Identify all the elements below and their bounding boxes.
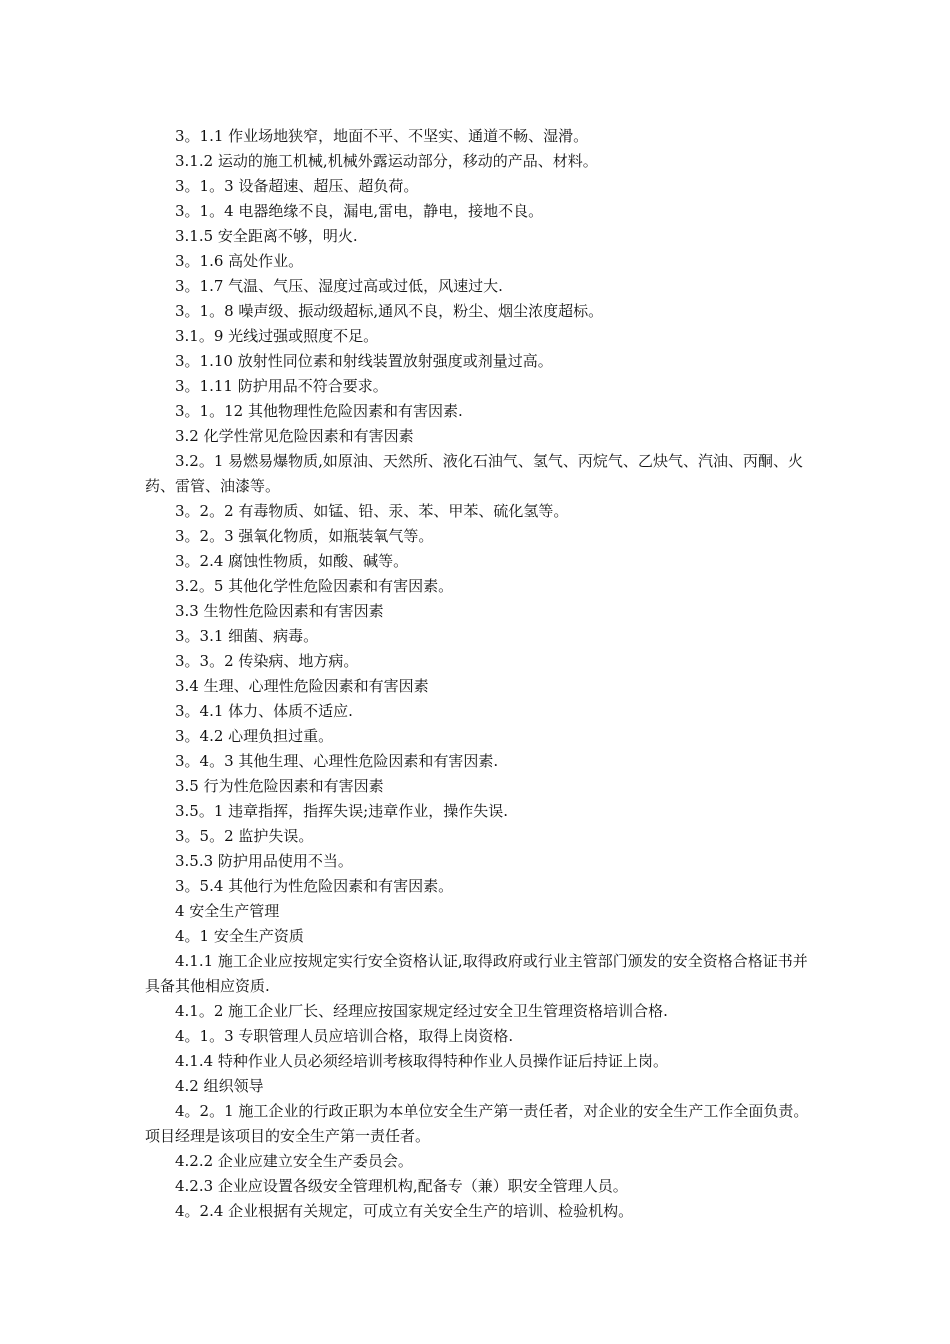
paragraph-3-5-2: 3。5。2 监护失误。	[175, 827, 314, 845]
paragraph-4-1-3: 4。1。3 专职管理人员应培训合格，取得上岗资格.	[175, 1027, 514, 1045]
paragraph-4-2-3: 4.2.3 企业应设置各级安全管理机构,配备专（兼）职安全管理人员。	[175, 1177, 628, 1195]
paragraph-3-2-1: 3.2。1 易燃易爆物质,如原油、天然所、液化石油气、氢气、丙烷气、乙炔气、汽油、丙酮、火药、雷管、油漆等。	[145, 452, 803, 495]
paragraph-4-2-1: 4。2。1 施工企业的行政正职为本单位安全生产第一责任者，对企业的安全生产工作全面负责。项目经理是该项目的安全生产第一责任者。	[145, 1102, 809, 1145]
paragraph-3-3-1: 3。3.1 细菌、病毒。	[175, 627, 319, 645]
paragraph-3-1-11: 3。1.11 防护用品不符合要求。	[175, 377, 388, 395]
paragraph-3-4-2: 3。4.2 心理负担过重。	[175, 727, 334, 745]
paragraph-3-2-4: 3。2.4 腐蚀性物质，如酸、碱等。	[175, 552, 409, 570]
paragraph-3-1-12: 3。1。12 其他物理性危险因素和有害因素.	[175, 402, 463, 420]
section-heading-4-2: 4.2 组织领导	[175, 1077, 264, 1095]
paragraph-4-1-2: 4.1。2 施工企业厂长、经理应按国家规定经过安全卫生管理资格培训合格.	[175, 1002, 668, 1020]
paragraph-3-1-4: 3。1。4 电器绝缘不良，漏电,雷电，静电，接地不良。	[175, 202, 544, 220]
paragraph-3-4-1: 3。4.1 体力、体质不适应.	[175, 702, 353, 720]
paragraph-3-1-3: 3。1。3 设备超速、超压、超负荷。	[175, 177, 419, 195]
section-heading-3-4: 3.4 生理、心理性危险因素和有害因素	[175, 677, 429, 695]
paragraph-3-2-3: 3。2。3 强氧化物质，如瓶装氧气等。	[175, 527, 434, 545]
paragraph-3-1-1: 3。1.1 作业场地狭窄，地面不平、不坚实、通道不畅、湿滑。	[175, 127, 589, 145]
paragraph-4-2-2: 4.2.2 企业应建立安全生产委员会。	[175, 1152, 413, 1170]
paragraph-3-2-2: 3。2。2 有毒物质、如锰、铅、汞、苯、甲苯、硫化氢等。	[175, 502, 569, 520]
paragraph-3-5-3: 3.5.3 防护用品使用不当。	[175, 852, 353, 870]
paragraph-3-3-2: 3。3。2 传染病、地方病。	[175, 652, 359, 670]
paragraph-4-1-4: 4.1.4 特种作业人员必须经培训考核取得特种作业人员操作证后持证上岗。	[175, 1052, 668, 1070]
document-page	[145, 124, 810, 1224]
section-heading-4-1: 4。1 安全生产资质	[175, 927, 304, 945]
paragraph-3-2-5: 3.2。5 其他化学性危险因素和有害因素。	[175, 577, 454, 595]
paragraph-4-1-1: 4.1.1 施工企业应按规定实行安全资格认证,取得政府或行业主管部门颁发的安全资格合格证书并具备其他相应资质.	[145, 952, 808, 995]
paragraph-3-1-6: 3。1.6 高处作业。	[175, 252, 304, 270]
paragraph-3-1-2: 3.1.2 运动的施工机械,机械外露运动部分，移动的产品、材料。	[175, 152, 598, 170]
paragraph-3-1-8: 3。1。8 噪声级、振动级超标,通风不良，粉尘、烟尘浓度超标。	[175, 302, 604, 320]
paragraph-3-1-10: 3。1.10 放射性同位素和射线装置放射强度或剂量过高。	[175, 352, 553, 370]
section-heading-3-2: 3.2 化学性常见危险因素和有害因素	[175, 427, 414, 445]
paragraph-4-2-4: 4。2.4 企业根据有关规定，可成立有关安全生产的培训、检验机构。	[175, 1202, 634, 1220]
paragraph-3-5-1: 3.5。1 违章指挥，指挥失误;违章作业，操作失误.	[175, 802, 508, 820]
chapter-heading-4: 4 安全生产管理	[175, 902, 280, 920]
paragraph-3-1-5: 3.1.5 安全距离不够，明火.	[175, 227, 358, 245]
section-heading-3-3: 3.3 生物性危险因素和有害因素	[175, 602, 384, 620]
paragraph-3-1-9: 3.1。9 光线过强或照度不足。	[175, 327, 379, 345]
paragraph-3-4-3: 3。4。3 其他生理、心理性危险因素和有害因素.	[175, 752, 499, 770]
section-heading-3-5: 3.5 行为性危险因素和有害因素	[175, 777, 384, 795]
paragraph-3-5-4: 3。5.4 其他行为性危险因素和有害因素。	[175, 877, 454, 895]
paragraph-3-1-7: 3。1.7 气温、气压、湿度过高或过低，风速过大.	[175, 277, 503, 295]
